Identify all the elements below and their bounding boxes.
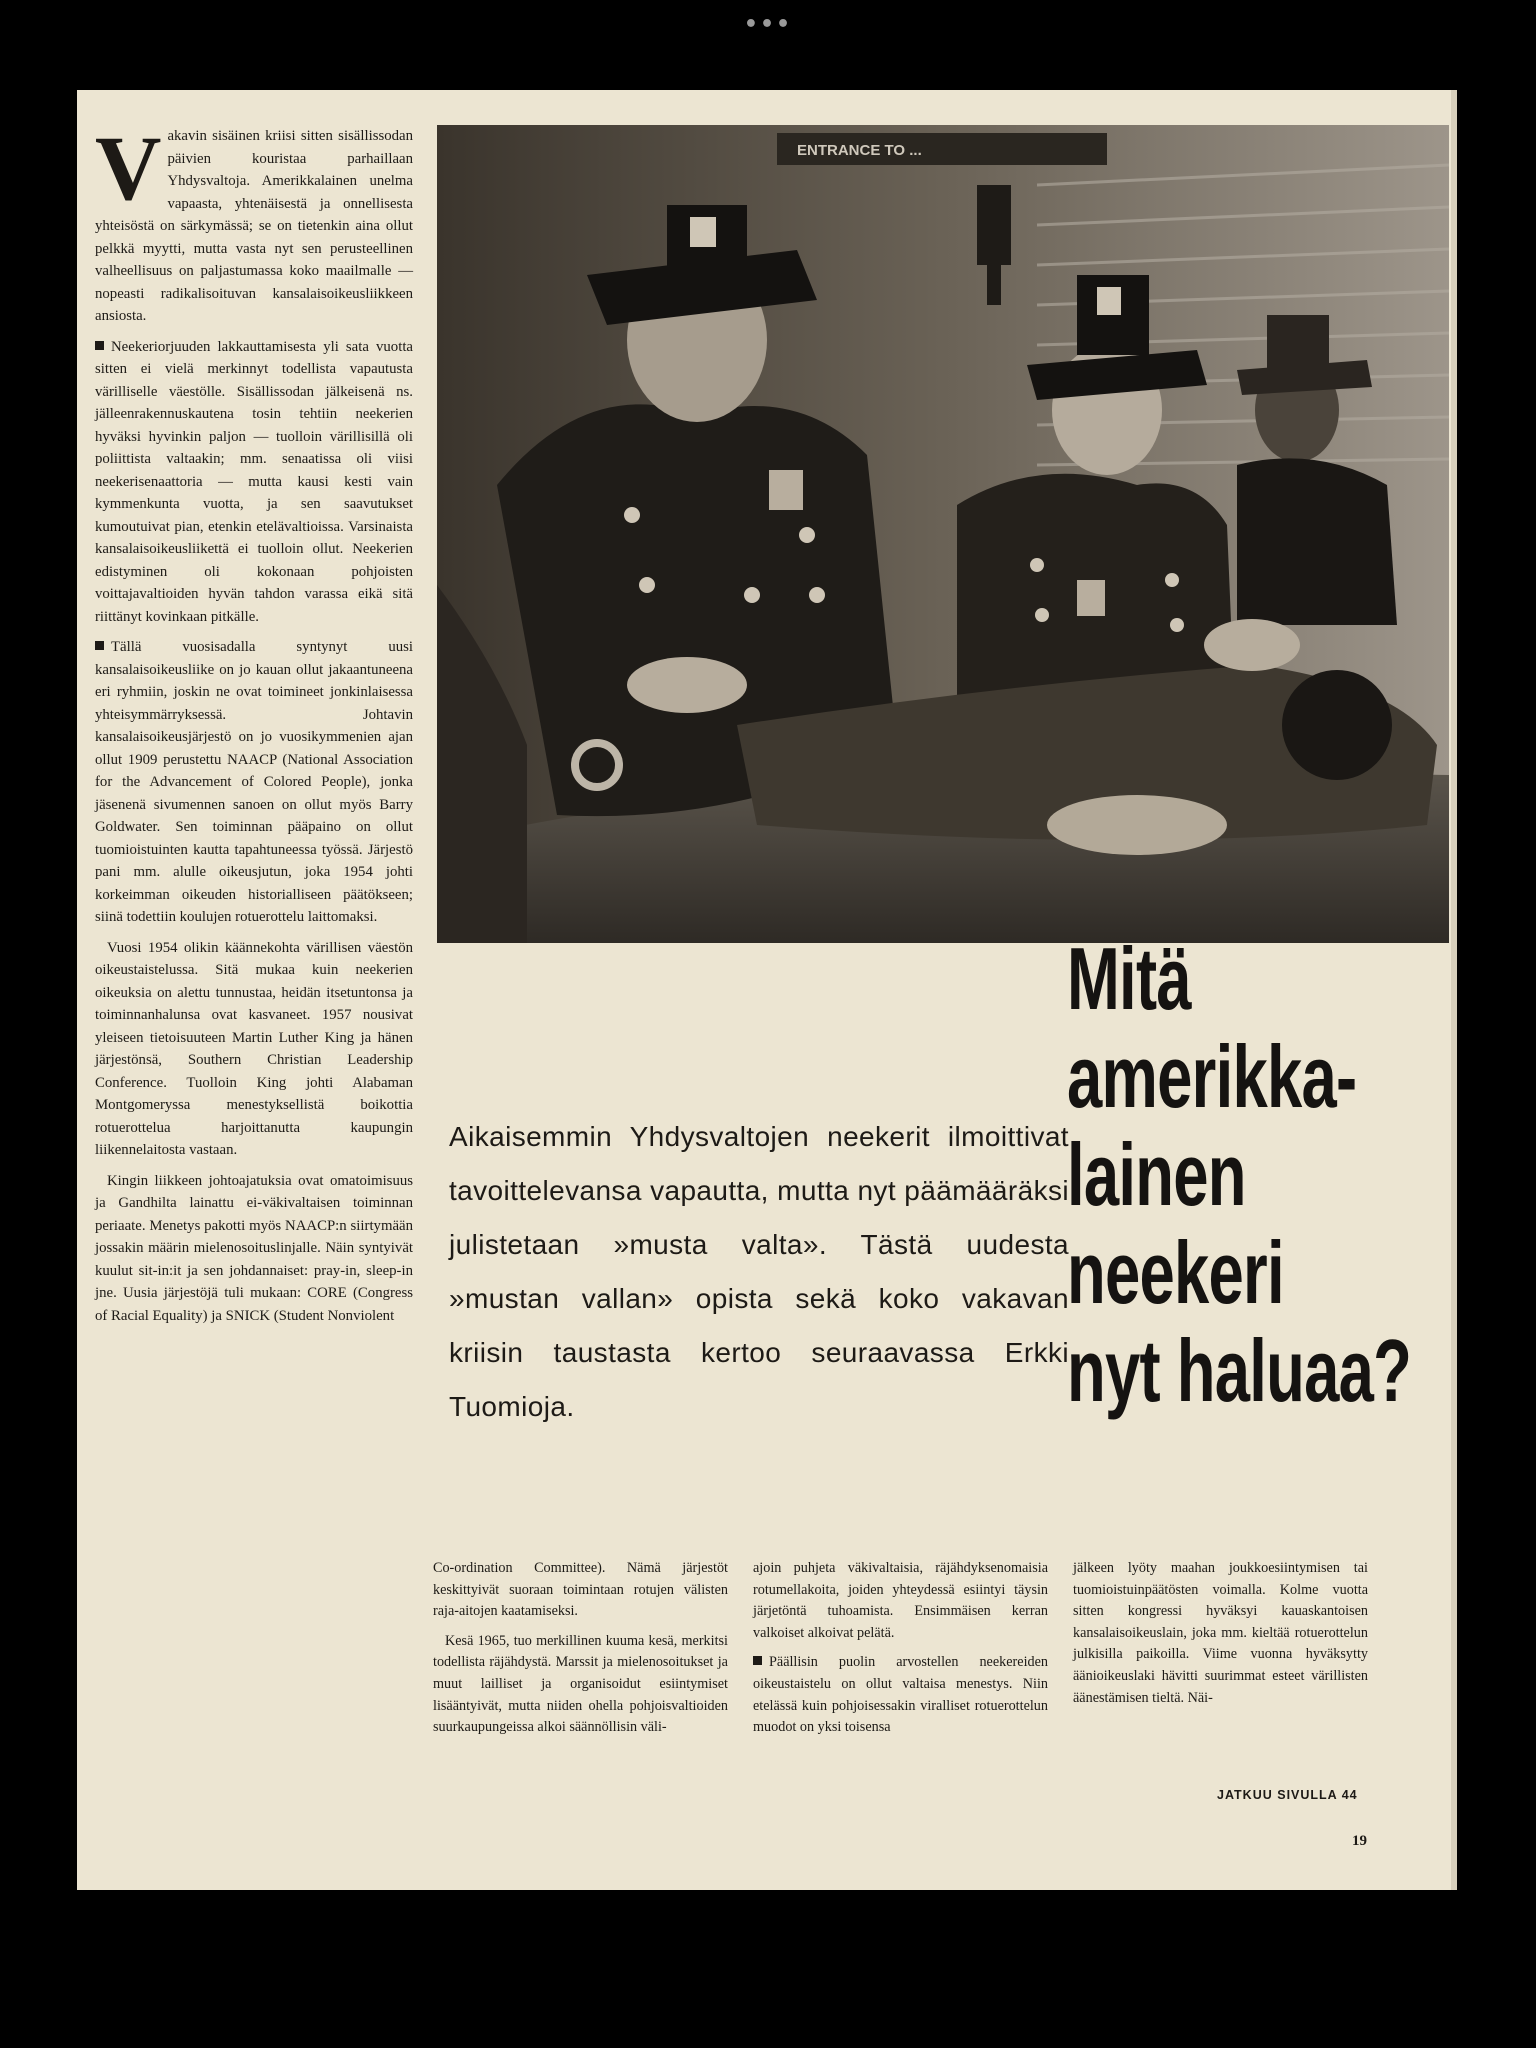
headline [1067,929,1412,1420]
body-paragraph: Tällä vuosisadalla syntynyt uusi kansalaisoikeusliike on jo kauan ollut jakaantuneena eri ryhmiin, joskin ne ovat toimineet jonkinlaisessa yhteisymmärryksessä. Johtavin kansalaisoikeusjärjestö on jo vuosikymmenien ajan ollut 1909 perustettu NAACP (National Association for the Advancement of Colored People), jonka jäsenenä sivumennen sanoen on ollut myös Barry Goldwater. Sen toiminnan pääpaino on ollut tuomioistuinten kautta tapahtuneessa työssä. Järjestö pani mm. alulle oikeusjutun, joka 1954 johti korkeimman oikeuden historialliseen päätökseen; siinä todettiin koulujen rotuerottelu laittomaksi. [95,639,413,925]
bottom-column-2 [753,1558,1048,1747]
bullet-icon [95,641,104,650]
body-paragraph: ajoin puhjeta väkivaltaisia, räjähdyksenomaisia rotumellakoita, joiden yhteydessä esiintyi täysin järjetöntä tuhoamista. Ensimmäisen kerran valkoiset alkoivat pelätä. [753,1560,1048,1641]
body-paragraph: jälkeen lyöty maahan joukkoesiintymisen tai tuomioistuinpäätösten voimalla. Kolme vuotta sitten kongressi hyväksyi kauaskantoisen kansalaisoikeuslain, joka mm. kieltää rotuerottelun julkisilla paikoilla. Viime vuonna hyväksytty äänioikeuslaki hävitti suurimmat esteet värillisten äänestämisen tieltä. Näi- [1073,1560,1368,1706]
headline-line: lainen [1067,1125,1246,1224]
body-paragraph: Kesä 1965, tuo merkillinen kuuma kesä, merkitsi todellista räjähdystä. Marssit ja mielenosoitukset ja muut lailliset ja organisoidut esiintymiset lisääntyivät, mutta niiden ohella pohjoisvaltioiden suurkaupungeissa alkoi säännöllisin väli- [433,1632,728,1736]
bottom-column-1 [433,1558,728,1747]
body-paragraph: Päällisin puolin arvostellen neekereiden oikeustaistelu on ollut valtaisa menestys. Niin etelässä kuin pohjoisessakin viralliset rotuerottelun muodot on yksi toisensa [753,1654,1048,1736]
bullet-icon [753,1656,762,1665]
photo-sign-text: ENTRANCE TO ... [797,142,922,159]
bullet-icon [95,341,104,350]
continues-note: JATKUU SIVULLA 44 [1217,1788,1358,1802]
drop-cap: V [95,117,162,219]
lead-paragraph: Aikaisemmin Yhdysvaltojen neekerit ilmoittivat tavoittelevansa vapautta, mutta nyt päämääräksi julistetaan »musta valta». Tästä uudesta »mustan vallan» opista sekä koko vakavan kriisin taustasta kertoo seuraavassa Erkki Tuomioja. [449,1121,1069,1422]
magazine-page [77,90,1457,1890]
body-paragraph: Co-ordination Committee). Nämä järjestöt keskittyivät suoraan toimintaan rotujen välisten raja-aitojen kaatamiseksi. [433,1560,728,1620]
headline-line: amerikka- [1067,1027,1357,1126]
headline-line: Mitä [1067,929,1191,1028]
body-paragraph: Neekeriorjuuden lakkauttamisesta yli sata vuotta sitten ei vielä merkinnyt todellista vapautusta värilliselle väestölle. Sisällissodan jälkeisenä ns. jälleenrakennuskautena tosin tehtiin neekerien hyväksi hyvinkin paljon — tuolloin värillisillä oli poliittista valtaakin; mm. senaatissa oli viisi neekerisenaattoria — mutta kausi kesti vain kymmenkunta vuotta, ja sen saavutukset kumoutuivat pian, etenkin etelävaltioissa. Varsinaista kansalaisoikeusliikettä ei tuolloin ollut. Neekerien edistyminen oli kokonaan pohjoisten voittajavaltioiden hyvän tahdon varassa eikä sitä riittänyt kovinkaan pitkälle. [95,338,413,625]
intro-paragraph: Vakavin sisäinen kriisi sitten sisällissodan päivien kouristaa parhaillaan Yhdysvaltoja. Amerikkalainen unelma vapaasta, yhtenäisestä ja onnellisesta yhteisöstä on särkymässä; se on tietenkin aina ollut pelkkä myytti, mutta vasta nyt sen perusteellinen valheellisuus on paljastumassa koko maailmalle — nopeasti radikalisoituvan kansalaisoikeusliikkeen ansiosta. [95,117,413,324]
headline-line: neekeri [1067,1223,1284,1322]
body-paragraph: Kingin liikkeen johtoajatuksia ovat omatoimisuus ja Gandhilta lainattu ei-väkivaltaisen toiminnan periaate. Menetys pakotti myös NAACP:n siirtymään jossakin määrin mielenosoituslinjalle. Näin syntyivät kuulut sit-in:it ja sen johdannaiset: pray-in, sleep-in jne. Uusia järjestöjä tuli mukaan: CORE (Congress of Racial Equality) ja SNICK (Student Nonviolent [95,1172,413,1324]
left-column [95,117,413,1335]
bottom-column-3 [1073,1558,1368,1717]
police-arrest-photo [437,125,1449,943]
body-paragraph: Vuosi 1954 olikin käännekohta värillisen väestön oikeustaistelussa. Sitä mukaa kuin neekerien oikeuksia on alettu tunnustaa, heidän itsetuntonsa ja toiminnanhalunsa ovat kasvaneet. 1957 nousivat yleiseen tietoisuuteen Martin Luther King ja hänen järjestönsä, Southern Christian Leadership Conference. Tuolloin King johti Alabaman Montgomeryssa menestyksellistä boikottia rotuerottelua harjoittanutta kaupungin liikennelaitosta vastaan. [95,939,413,1158]
page-number: 19 [1352,1833,1367,1849]
menu-dots-icon[interactable]: ••• [743,12,793,37]
headline-line: nyt haluaa? [1067,1321,1412,1420]
